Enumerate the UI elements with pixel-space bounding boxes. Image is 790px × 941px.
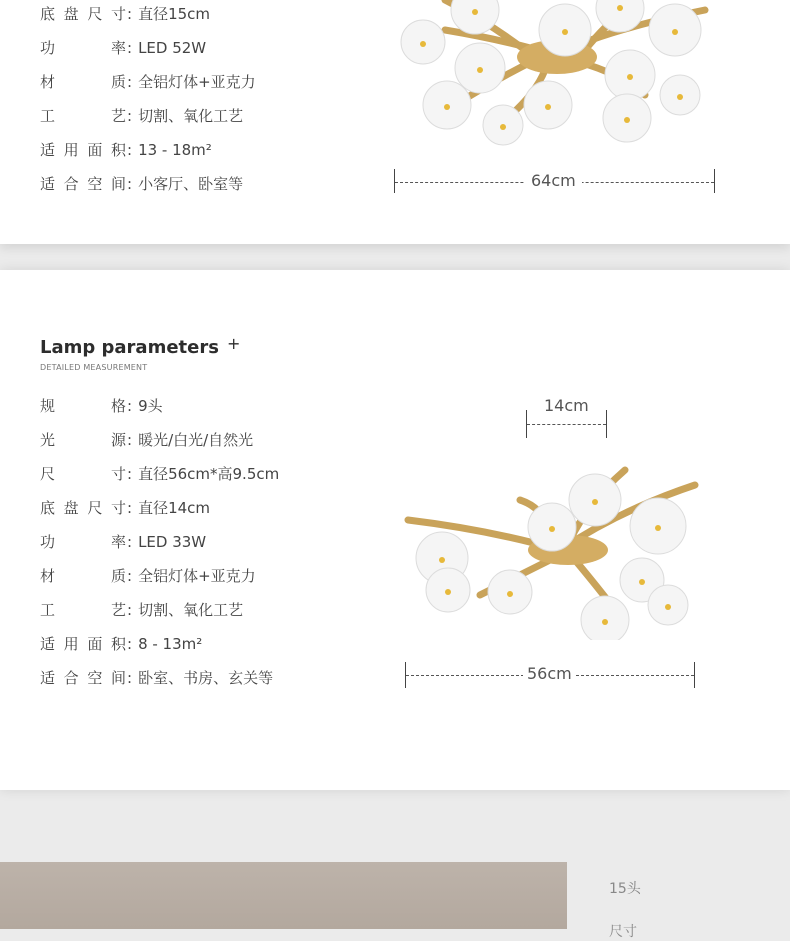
product-spec-card-large	[0, 0, 790, 244]
spec-label: 工艺	[40, 107, 126, 125]
spec-label: 适合空间	[40, 175, 126, 193]
spec-label: 功率	[40, 39, 126, 57]
spec-value: 直径14cm	[138, 499, 211, 517]
dimension-tick-left	[394, 169, 395, 193]
spec-value: 直径15cm	[138, 5, 211, 23]
spec-value: 卧室、书房、玄关等	[138, 669, 274, 687]
section-subtitle: DETAILED MEASUREMENT	[40, 363, 148, 372]
spec-row-power: 功率: LED 33W	[40, 533, 207, 551]
section-title	[40, 334, 241, 358]
section-title-text: Lamp parameters	[40, 337, 219, 358]
dimension-base-label: 14cm	[544, 396, 589, 415]
dimension-tick-right	[606, 410, 607, 438]
plus-icon: +	[226, 334, 241, 353]
spec-row-light: 光源: 暖光/白光/自然光	[40, 431, 254, 449]
dimension-base-line	[527, 424, 606, 425]
spec-label: 工艺	[40, 601, 126, 619]
lamp-illustration-large	[385, 0, 725, 150]
spec-value: 小客厅、卧室等	[138, 175, 244, 193]
spec-row-base-size: 底盘尺寸: 直径14cm	[40, 499, 211, 517]
spec-value: 直径56cm*高9.5cm	[138, 465, 280, 483]
spec-row-space: 适合空间: 卧室、书房、玄关等	[40, 669, 274, 687]
spec-value: 全铝灯体+亚克力	[138, 73, 256, 91]
spec-value: LED 52W	[138, 39, 207, 57]
product-photo	[0, 862, 567, 929]
spec-row-area: 适用面积: 13 - 18m²	[40, 141, 212, 159]
dimension-width-label: 64cm	[525, 171, 582, 190]
size-option-label: 尺寸	[609, 924, 637, 940]
spec-row-size: 尺寸: 直径56cm*高9.5cm	[40, 465, 280, 483]
spec-label: 功率	[40, 533, 126, 551]
dimension-tick-right	[694, 662, 695, 688]
spec-label: 规格	[40, 397, 126, 415]
spec-value: LED 33W	[138, 533, 207, 551]
spec-value: 13 - 18m²	[138, 141, 212, 159]
spec-row-base-size: 底盘尺寸: 直径15cm	[40, 5, 211, 23]
spec-value: 8 - 13m²	[138, 635, 203, 653]
spec-row-spec: 规格: 9头	[40, 397, 163, 415]
product-spec-card-small	[0, 270, 790, 790]
spec-label: 适合空间	[40, 669, 126, 687]
variant-option-label: 15头	[609, 881, 641, 897]
spec-row-power: 功率: LED 52W	[40, 39, 207, 57]
spec-row-area: 适用面积: 8 - 13m²	[40, 635, 203, 653]
spec-label: 尺寸	[40, 465, 126, 483]
spec-label: 材质	[40, 567, 126, 585]
dimension-width-label: 56cm	[523, 664, 576, 683]
spec-row-material: 材质: 全铝灯体+亚克力	[40, 73, 256, 91]
spec-label: 适用面积	[40, 141, 126, 159]
spec-value: 暖光/白光/自然光	[138, 431, 254, 449]
spec-row-material: 材质: 全铝灯体+亚克力	[40, 567, 256, 585]
spec-row-craft: 工艺: 切割、氧化工艺	[40, 107, 244, 125]
spec-label: 适用面积	[40, 635, 126, 653]
spec-label: 底盘尺寸	[40, 499, 126, 517]
lamp-illustration-small	[400, 460, 700, 640]
spec-value: 切割、氧化工艺	[138, 601, 244, 619]
spec-value: 切割、氧化工艺	[138, 107, 244, 125]
spec-row-craft: 工艺: 切割、氧化工艺	[40, 601, 244, 619]
spec-label: 底盘尺寸	[40, 5, 126, 23]
spec-row-space: 适合空间: 小客厅、卧室等	[40, 175, 244, 193]
spec-label: 材质	[40, 73, 126, 91]
spec-value: 9头	[138, 397, 163, 415]
spec-label: 光源	[40, 431, 126, 449]
dimension-tick-right	[714, 169, 715, 193]
spec-value: 全铝灯体+亚克力	[138, 567, 256, 585]
